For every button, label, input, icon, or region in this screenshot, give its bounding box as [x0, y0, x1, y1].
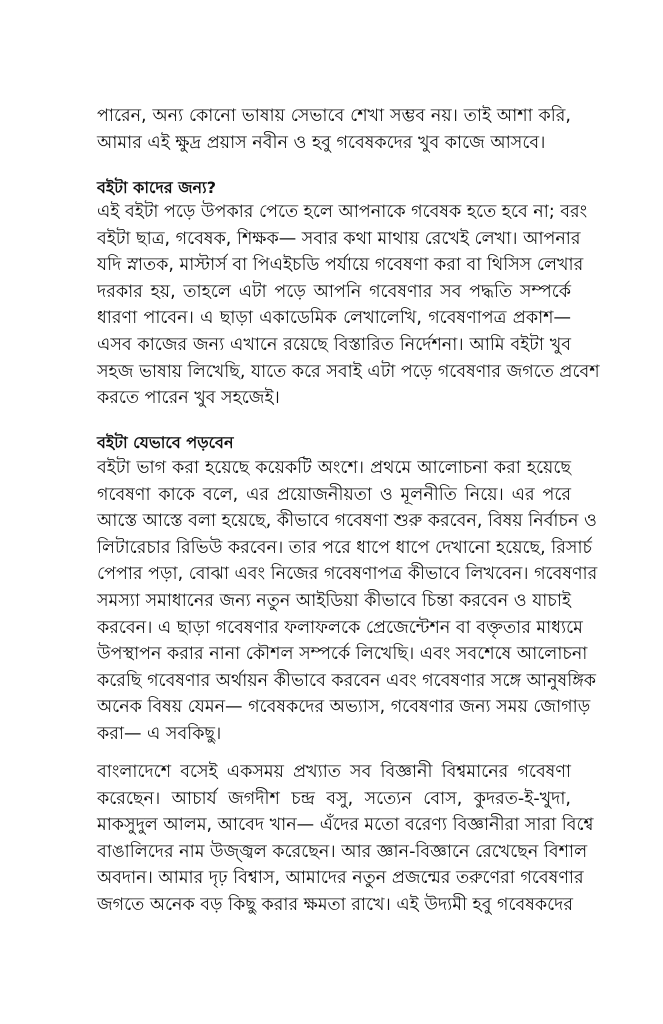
section-how-paragraph [97, 455, 598, 748]
closing-paragraph [97, 759, 594, 919]
section-who-paragraph [97, 199, 600, 412]
intro-paragraph [97, 103, 571, 156]
text-line: অনেক বিষয় যেমন— গবেষকদের অভ্যাস, গবেষণার জন্য সময় জোগাড় [97, 697, 591, 718]
text-line: করা— এ সবকিছু। [97, 723, 222, 744]
text-line: আমার এই ক্ষুদ্র প্রয়াস নবীন ও হবু গবেষকদের খুব কাজে আসবে। [97, 132, 546, 153]
text-line: আস্তে আস্তে বলা হয়েছে, কীভাবে গবেষণা শুরু করবেন, বিষয় নির্বাচন ও [97, 511, 597, 532]
text-line: এই বইটা পড়ে উপকার পেতে হলে আপনাকে গবেষক হতে হবে না; বরং [97, 202, 588, 222]
text-line: পারেন, অন্য কোনো ভাষায় সেভাবে শেখা সম্ভব নয়। তাই আশা করি, [97, 106, 571, 126]
text-line: দরকার হয়, তাহলে এটা পড়ে আপনি গবেষণার সব পদ্ধতি সম্পর্কে [97, 281, 571, 302]
text-line: বইটা ছাত্র, গবেষক, শিক্ষক— সবার কথা মাথায় রেখেই লেখা। আপনার [97, 228, 581, 249]
text-line: বাংলাদেশে বসেই একসময় প্রখ্যাত সব বিজ্ঞানী বিশ্বমানের গবেষণা [97, 762, 571, 782]
text-line: করেছি গবেষণার অর্থায়ন কীভাবে করবেন এবং গবেষণার সঙ্গে আনুষঙ্গিক [97, 670, 597, 691]
text-line: অবদান। আমার দৃঢ় বিশ্বাস, আমাদের নতুন প্রজন্মের তরুণেরা গবেষণার [97, 868, 584, 889]
text-line: বাঙালিদের নাম উজ্জ্বল করেছেন। আর জ্ঞান-বিজ্ঞানে রেখেছেন বিশাল [97, 841, 588, 862]
text-line: ধারণা পাবেন। এ ছাড়া একাডেমিক লেখালেখি, গবেষণাপত্র প্রকাশ— [97, 308, 571, 329]
text-line: এসব কাজের জন্য এখানে রয়েছে বিস্তারিত নির্দেশনা। আমি বইটা খুব [97, 334, 571, 355]
section-heading-who: বইটা কাদের জন্য? [97, 178, 216, 197]
text-line: মাকসুদুল আলম, আবেদ খান— এঁদের মতো বরেণ্য বিজ্ঞানীরা সারা বিশ্বে [97, 815, 594, 836]
text-line: সহজ ভাষায় লিখেছি, যাতে করে সবাই এটা পড়ে গবেষণার জগতে প্রবেশ [97, 361, 600, 382]
text-line: লিটারেচার রিভিউ করবেন। তার পরে ধাপে ধাপে দেখানো হয়েছে, রিসার্চ [97, 537, 592, 558]
text-line: করতে পারেন খুব সহজেই। [97, 388, 280, 409]
text-line: বইটা ভাগ করা হয়েছে কয়েকটি অংশে। প্রথমে আলোচনা করা হয়েছে [97, 458, 571, 478]
text-line: গবেষণা কাকে বলে, এর প্রয়োজনীয়তা ও মূলনীতি নিয়ে। এর পরে [97, 484, 571, 505]
section-heading-how: বইটা যেভাবে পড়বেন [97, 433, 234, 452]
text-line: সমস্যা সমাধানের জন্য নতুন আইডিয়া কীভাবে চিন্তা করবেন ও যাচাই [97, 590, 571, 611]
text-line: উপস্থাপন করার নানা কৌশল সম্পর্কে লিখেছি। এবং সবশেষে আলোচনা [97, 644, 588, 665]
text-line: পেপার পড়া, বোঝা এবং নিজের গবেষণাপত্র কীভাবে লিখবেন। গবেষণার [97, 564, 598, 585]
text-line: করবেন। এ ছাড়া গবেষণার ফলাফলকে প্রেজেন্টেশন বা বক্তৃতার মাধ্যমে [97, 617, 583, 638]
text-line: করেছেন। আচার্য জগদীশ চন্দ্র বসু, সত্যেন বোস, কুদরত-ই-খুদা, [97, 788, 571, 809]
text-line: যদি স্নাতক, মাস্টার্স বা পিএইচডি পর্যায়ে গবেষণা করা বা থিসিস লেখার [97, 255, 584, 276]
text-line: জগতে অনেক বড় কিছু করার ক্ষমতা রাখে। এই উদ্যমী হবু গবেষকদের [97, 894, 573, 915]
